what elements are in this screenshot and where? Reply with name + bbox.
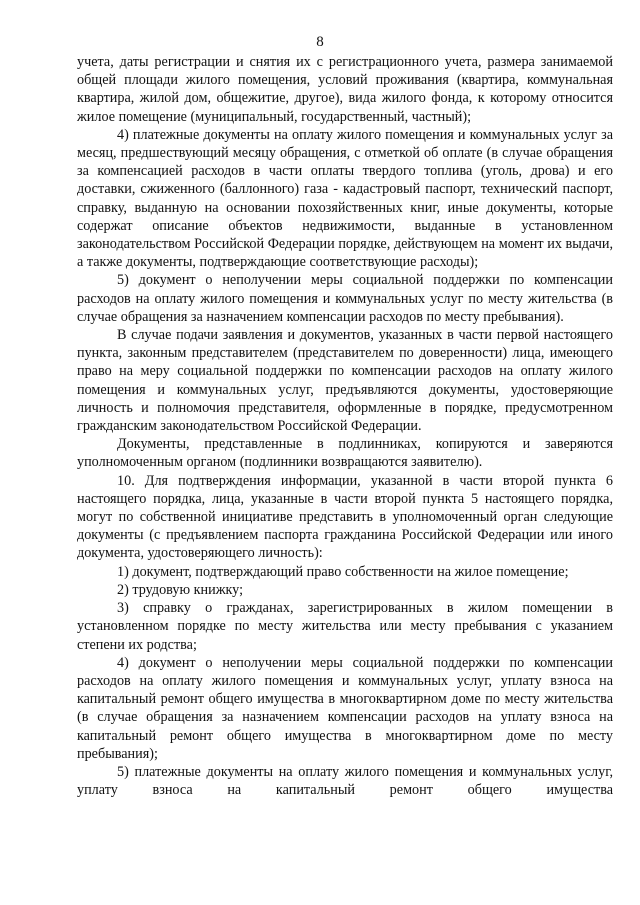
paragraph-2: 4) платежные документы на оплату жилого помещения и коммунальных услуг за месяц, предшествующий месяцу обращения, с отметкой об оплате (в случае обращения за компенсацией расходов в части оплаты твердого топлива (уголь, дрова) и его доставки, сжиженного (баллонного) газа - кадастровый паспорт, технический паспорт, справку, выданную на основании похозяйственных книг, иные документы, которые содержат описание объектов недвижимости, выданные в установленном законодательством Российской Федерации порядке, действующем на момент их выдачи, а также документы, подтверждающие соответствующие расходы);	[77, 126, 613, 271]
paragraph-8: 2) трудовую книжку;	[117, 581, 244, 598]
paragraph-7: 1) документ, подтверждающий право собственности на жилое помещение;	[117, 563, 569, 580]
paragraph-3: 5) документ о неполучении меры социальной поддержки по компенсации расходов на оплату жилого помещения и коммунальных услуг по месту жительства (в случае обращения за назначением компенсации расходов по месту пребывания).	[77, 272, 613, 325]
paragraph-10: 4) документ о неполучении меры социальной поддержки по компенсации расходов на оплату жилого помещения и коммунальных услуг, уплату взноса на капитальный ремонт общего имущества в многоквартирном доме по месту жительства (в случае обращения за назначением компенсации расходов на уплату взноса на капитальный ремонт общего имущества в многоквартирном доме по месту пребывания);	[77, 654, 613, 762]
paragraph-1: учета, даты регистрации и снятия их с регистрационного учета, размера занимаемой общей площади жилого помещения, условий проживания (квартира, коммунальная квартира, жилой дом, общежитие, другое), вида жилого фонда, к которому относится жилое помещение (муниципальный, государственный, частный);	[77, 54, 613, 125]
paragraph-6: 10. Для подтверждения информации, указанной в части второй пункта 6 настоящего порядка, лица, указанные в части второй пункта 5 настоящего порядка, могут по собственной инициативе представить в уполномоченный орган следующие документы (с предъявлением паспорта гражданина Российской Федерации или иного документа, удостоверяющего личность):	[77, 472, 613, 562]
paragraph-9: 3) справку о гражданах, зарегистрированных в жилом помещении в установленном порядке по месту жительства или месту пребывания с указанием степени их родства;	[77, 600, 613, 653]
paragraph-5: Документы, представленные в подлинниках, копируются и заверяются уполномоченным органом (подлинники возвращаются заявителю).	[77, 436, 613, 471]
document-body	[77, 53, 613, 799]
page-number: 8	[316, 34, 324, 50]
paragraph-4: В случае подачи заявления и документов, указанных в части первой настоящего пункта, законным представителем (представителем по доверенности) лица, имеющего право на меру социальной поддержки по компенсации расходов на оплату жилого помещения и коммунальных услуг, предъявляются документы, удостоверяющие личность и полномочия представителя, оформленные в порядке, предусмотренном гражданским законодательством Российской Федерации.	[77, 327, 613, 435]
paragraph-11: 5) платежные документы на оплату жилого помещения и коммунальных услуг, уплату взноса на капитальный ремонт общего имущества	[77, 763, 613, 799]
